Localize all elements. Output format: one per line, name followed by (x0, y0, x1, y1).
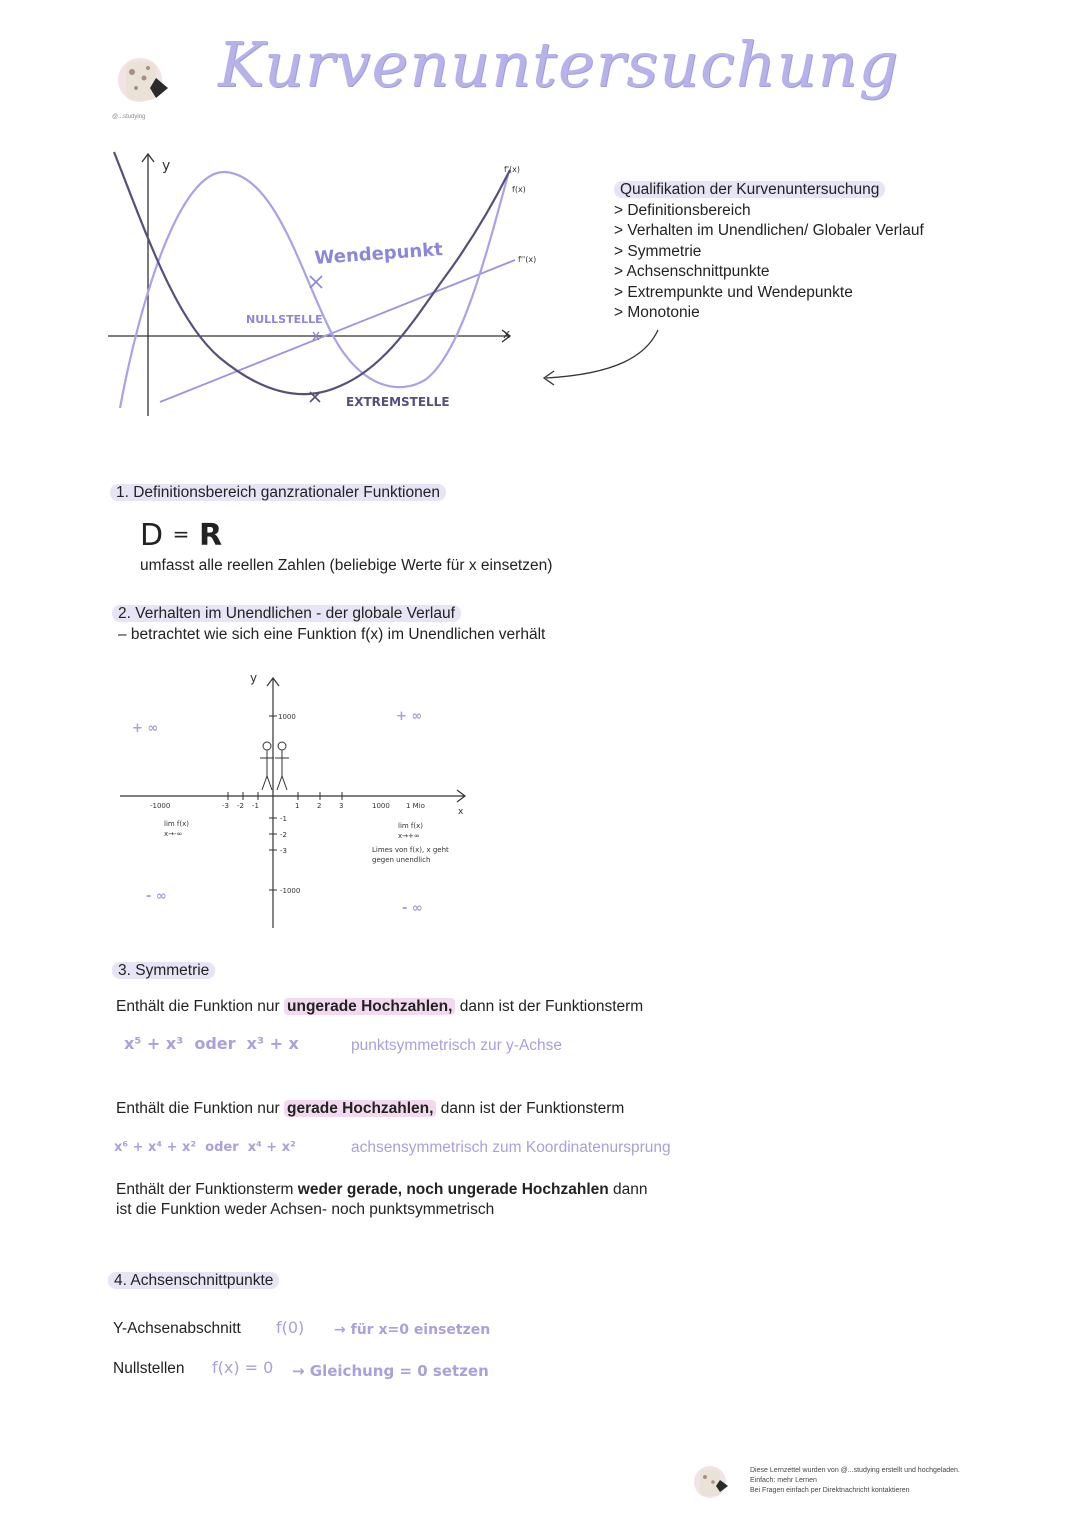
qualifikation-item: > Verhalten im Unendlichen/ Globaler Verlauf (614, 222, 924, 239)
tick-x-neg: -2 (237, 802, 244, 810)
label-nullstelle: NULLSTELLE (246, 313, 323, 326)
section4-title: 4. Achsenschnittpunkte (108, 1272, 279, 1289)
logo (110, 48, 182, 120)
nullstellen-label: Nullstellen (113, 1360, 185, 1377)
text-bold: weder gerade, noch ungerade Hochzahlen (297, 1181, 609, 1198)
tick-x-pos: 3 (339, 802, 344, 810)
label-f: f(x) (512, 185, 526, 194)
section2-title: 2. Verhalten im Unendlichen - der globale Verlauf (112, 605, 461, 622)
x-label: x (458, 807, 464, 817)
plus-infinity-left: + ∞ (132, 721, 159, 736)
text-segment: Enthält die Funktion nur (116, 1100, 285, 1117)
minus-infinity-right: - ∞ (402, 901, 423, 916)
logo-image (110, 48, 182, 120)
formula-domain (140, 518, 222, 553)
curve-graph (100, 140, 550, 430)
infinity-graph (110, 668, 490, 933)
symmetry-line-4: ist die Funktion weder Achsen- noch punktsymmetrisch (116, 1201, 495, 1218)
example-even: x⁶ + x⁴ + x² oder x⁴ + x² (114, 1140, 296, 1155)
footer-line: Diese Lernzettel wurden von @...studying erstellt und hochgeladen. (750, 1467, 960, 1474)
tick-y-1000: 1000 (278, 713, 296, 721)
tick-y-neg: -1 (280, 815, 287, 823)
formula-d: D (140, 518, 164, 553)
text-segment: dann ist der Funktionsterm (436, 1100, 625, 1117)
section3-title: 3. Symmetrie (112, 962, 215, 979)
section1-text: umfasst alle reellen Zahlen (beliebige Werte für x einsetzen) (140, 557, 553, 574)
lim-left-2: x→-∞ (164, 830, 183, 838)
section2-text: – betrachtet wie sich eine Funktion f(x) im Unendlichen verhält (118, 626, 546, 643)
highlight-ungerade: ungerade Hochzahlen, (284, 998, 455, 1015)
curve-f-light (120, 172, 511, 408)
tick-x-pos: 2 (317, 802, 322, 810)
tick-y-neg: -3 (280, 847, 287, 855)
section1-title: 1. Definitionsbereich ganzrationaler Funktionen (110, 484, 446, 501)
footer-line: Einfach: mehr Lernen (750, 1477, 817, 1484)
curved-arrow-icon (536, 326, 666, 388)
symmetry-line-2 (116, 1100, 624, 1118)
label-f1: f'(x) (504, 165, 520, 174)
lim-right-1: lim f(x) (398, 822, 424, 830)
label-extremstelle: EXTREMSTELLE (346, 395, 450, 409)
lim-right-2: x→+∞ (398, 832, 420, 840)
formula-eq: = (172, 522, 190, 546)
text-segment: dann (608, 1181, 648, 1198)
footer-line: Bei Fragen einfach per Direktnachricht kontaktieren (750, 1487, 910, 1494)
tick-y-neg: -2 (280, 831, 287, 839)
symmetry-line-1 (116, 998, 643, 1016)
y-axis-label: y (162, 158, 171, 174)
tick-marks (228, 716, 342, 890)
stick-figures (260, 742, 289, 790)
nullstellen-note: → Gleichung = 0 setzen (292, 1362, 489, 1380)
tick-x-neg: -1 (252, 802, 259, 810)
qualifikation-item: > Symmetrie (614, 242, 702, 260)
result-even: achsensymmetrisch zum Koordinatenursprung (351, 1139, 671, 1156)
note-2: gegen unendlich (372, 856, 431, 864)
symmetry-line-3 (116, 1181, 648, 1199)
tick-x-pos: 1 (295, 802, 300, 810)
qualifikation-title: Qualifikation der Kurvenuntersuchung (614, 181, 885, 198)
note-1: Limes von f(x), x geht (372, 846, 449, 854)
example-odd: x⁵ + x³ oder x³ + x (124, 1034, 299, 1053)
tick-y-minus1000: -1000 (280, 887, 301, 895)
y-intercept-formula: f(0) (276, 1318, 305, 1337)
qualifikation-item: > Definitionsbereich (614, 201, 751, 219)
tick-x-1mio: 1 Mio (406, 802, 425, 810)
label-f2: f''(x) (518, 255, 537, 264)
label-wendepunkt: Wendepunkt (313, 239, 444, 269)
curve-f-dark (114, 152, 510, 394)
tick-x-neg: -3 (222, 802, 229, 810)
formula-r: R (198, 518, 223, 553)
curve-f-second (160, 260, 515, 402)
text-segment: dann ist der Funktionsterm (455, 998, 644, 1015)
lim-left-1: lim f(x) (164, 820, 190, 828)
qualifikation-item: > Achsenschnittpunkte (614, 263, 770, 280)
nullstellen-formula: f(x) = 0 (212, 1358, 274, 1377)
x-axis-label: x (503, 327, 511, 341)
y-label: y (250, 671, 258, 685)
footer-text (750, 1466, 1050, 1496)
qualifikation-list (614, 180, 924, 324)
wendepunkt-marker (310, 276, 322, 288)
highlight-gerade: gerade Hochzahlen, (284, 1100, 436, 1117)
qualifikation-item: > Monotonie (614, 304, 700, 321)
text-segment: Enthält die Funktion nur (116, 998, 285, 1015)
minus-infinity-left: - ∞ (146, 889, 167, 904)
footer-logo (690, 1460, 736, 1506)
y-intercept-label: Y-Achsenabschnitt (113, 1320, 241, 1337)
text-segment: Enthält der Funktionsterm (116, 1181, 298, 1198)
plus-infinity-right: + ∞ (396, 709, 423, 724)
y-intercept-note: → für x=0 einsetzen (334, 1322, 491, 1338)
tick-x-1000: 1000 (372, 802, 390, 810)
qualifikation-item: > Extrempunkte und Wendepunkte (614, 283, 853, 301)
logo-caption: @...studying (112, 114, 146, 120)
result-odd: punktsymmetrisch zur y-Achse (351, 1037, 563, 1054)
tick-x-minus1000: -1000 (150, 802, 171, 810)
page-title: Kurvenuntersuchung (218, 28, 900, 101)
